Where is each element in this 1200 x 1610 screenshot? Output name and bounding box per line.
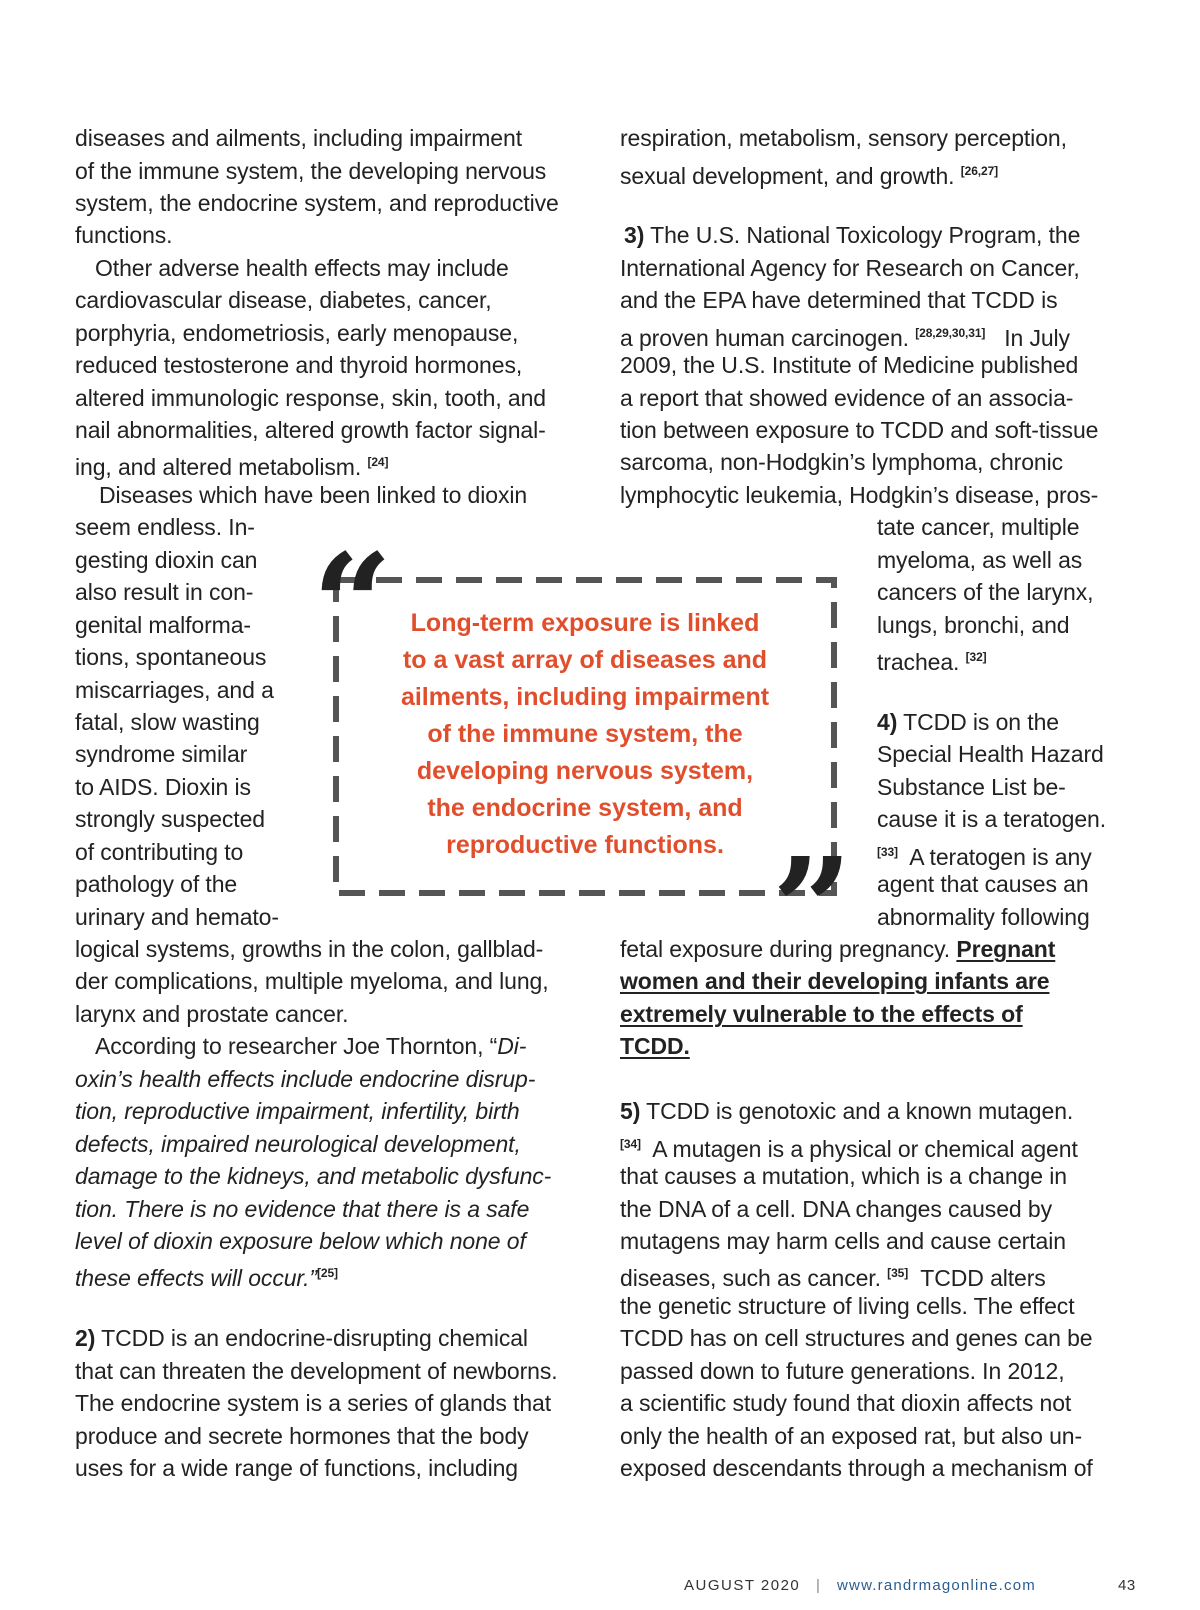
text-line: altered immunologic response, skin, tooth, and <box>75 385 546 411</box>
emphasis-line: TCDD. <box>620 1033 690 1059</box>
text-line: ing, and altered metabolism. [24] <box>75 454 389 480</box>
text-line: syndrome similar <box>75 741 248 767</box>
text-line: lymphocytic leukemia, Hodgkin’s disease, pros- <box>620 482 1099 508</box>
text-line: cardiovascular disease, diabetes, cancer, <box>75 287 492 313</box>
text-line: urinary and hemato- <box>75 904 279 930</box>
text-line: mutagens may harm cells and cause certain <box>620 1228 1066 1254</box>
text-line: uses for a wide range of functions, including <box>75 1455 518 1481</box>
close-quote-icon: ” <box>772 828 853 992</box>
text-line: Diseases which have been linked to dioxin <box>99 482 528 508</box>
text-line: agent that causes an <box>877 871 1089 897</box>
citation-ref: [33] <box>877 845 898 859</box>
text-line: 2009, the U.S. Institute of Medicine published <box>620 352 1079 378</box>
text-line: myeloma, as well as <box>877 547 1083 573</box>
emphasis-text: Pregnant <box>956 936 1056 962</box>
citation-ref: [35] <box>887 1266 909 1280</box>
citation-ref: [25] <box>316 1266 338 1280</box>
text-line: seem endless. In- <box>75 514 255 540</box>
pull-quote-line: reproductive functions. <box>446 831 724 859</box>
text-line: produce and secrete hormones that the body <box>75 1423 529 1449</box>
website-link[interactable]: www.randrmagonline.com <box>837 1577 1036 1594</box>
text-line: system, the endocrine system, and reproductive <box>75 190 559 216</box>
open-quote-icon: “ <box>312 524 393 688</box>
text-line: [34] A mutagen is a physical or chemical agent <box>620 1136 1078 1162</box>
point-number: 2) <box>75 1325 96 1351</box>
text-line: reduced testosterone and thyroid hormones, <box>75 352 523 378</box>
text-line: TCDD has on cell structures and genes can be <box>620 1325 1093 1351</box>
text-line: 2) TCDD is an endocrine-disrupting chemical <box>75 1325 528 1351</box>
text-line: der complications, multiple myeloma, and lung, <box>75 968 549 994</box>
quote-line: tion. There is no evidence that there is a safe <box>75 1196 530 1222</box>
text-line: International Agency for Research on Cancer, <box>620 255 1080 281</box>
text-line: that can threaten the development of newborns. <box>75 1358 558 1384</box>
text-line: to AIDS. Dioxin is <box>75 774 251 800</box>
text-line: tion between exposure to TCDD and soft-tissue <box>620 417 1099 443</box>
text-line: the DNA of a cell. DNA changes caused by <box>620 1196 1052 1222</box>
page-number: 43 <box>1118 1577 1136 1594</box>
text-line: Special Health Hazard <box>877 741 1104 767</box>
text-line: fetal exposure during pregnancy. Pregnant <box>620 936 1056 962</box>
text-line: sarcoma, non-Hodgkin’s lymphoma, chronic <box>620 449 1063 475</box>
text-line: porphyria, endometriosis, early menopause, <box>75 320 519 346</box>
text-line: the genetic structure of living cells. The effect <box>620 1293 1075 1319</box>
point-number: 3) <box>624 222 645 248</box>
quote-line: defects, impaired neurological development, <box>75 1131 521 1157</box>
text-line: pathology of the <box>75 871 238 897</box>
pull-quote-line: Long-term exposure is linked <box>410 609 760 637</box>
text-line: logical systems, growths in the colon, gallblad- <box>75 936 544 962</box>
text-line: Substance List be- <box>877 774 1066 800</box>
text-line: Other adverse health effects may include <box>95 255 509 281</box>
text-line: 3) The U.S. National Toxicology Program, the <box>624 222 1081 248</box>
text-line: lungs, bronchi, and <box>877 612 1070 638</box>
emphasis-line: women and their developing infants are <box>620 968 1050 994</box>
text-line: According to researcher Joe Thornton, “Di- <box>95 1033 527 1059</box>
text-line: abnormality following <box>877 904 1090 930</box>
text-line: respiration, metabolism, sensory perception, <box>620 125 1067 151</box>
text-line: tions, spontaneous <box>75 644 267 670</box>
pull-quote-line: of the immune system, the <box>427 720 743 748</box>
text-line: strongly suspected <box>75 806 265 832</box>
text-line: 5) TCDD is genotoxic and a known mutagen. <box>620 1098 1074 1124</box>
citation-ref: [24] <box>367 455 389 469</box>
text-line: 4) TCDD is on the <box>877 709 1059 735</box>
text-line: tate cancer, multiple <box>877 514 1080 540</box>
text-line: miscarriages, and a <box>75 677 274 703</box>
text-line: gesting dioxin can <box>75 547 258 573</box>
footer-separator: | <box>816 1577 822 1594</box>
text-line: of contributing to <box>75 839 244 865</box>
quote-line: damage to the kidneys, and metabolic dysfunc- <box>75 1163 552 1189</box>
emphasis-line: extremely vulnerable to the effects of <box>620 1001 1023 1027</box>
issue-date: AUGUST 2020 <box>684 1577 801 1594</box>
quote-line: these effects will occur.”[25] <box>75 1265 338 1291</box>
text-line: sexual development, and growth. [26,27] <box>620 163 999 189</box>
point-number: 5) <box>620 1098 641 1124</box>
citation-ref: [28,29,30,31] <box>915 326 986 340</box>
text-line: trachea. [32] <box>877 649 987 675</box>
text-line: functions. <box>75 222 173 248</box>
text-line: of the immune system, the developing nervous <box>75 158 547 184</box>
text-line: exposed descendants through a mechanism of <box>620 1455 1093 1481</box>
text-line: The endocrine system is a series of glands that <box>75 1390 551 1416</box>
citation-ref: [34] <box>620 1137 641 1151</box>
text-line: also result in con- <box>75 579 254 605</box>
quote-line: tion, reproductive impairment, infertility, birth <box>75 1098 520 1124</box>
text-line: genital malforma- <box>75 612 251 638</box>
pull-quote-line: to a vast array of diseases and <box>402 646 768 674</box>
point-number: 4) <box>877 709 898 735</box>
text-line: that causes a mutation, which is a change in <box>620 1163 1067 1189</box>
text-line: diseases and ailments, including impairment <box>75 125 522 151</box>
text-line: passed down to future generations. In 2012, <box>620 1358 1065 1384</box>
quote-line: oxin’s health effects include endocrine disrup- <box>75 1066 536 1092</box>
text-line: larynx and prostate cancer. <box>75 1001 349 1027</box>
pull-quote-line: developing nervous system, <box>416 757 754 785</box>
pull-quote-line: ailments, including impairment <box>400 683 770 711</box>
quote-line: level of dioxin exposure below which none of <box>75 1228 526 1254</box>
text-line: a proven human carcinogen. [28,29,30,31] In July <box>620 325 1070 351</box>
text-line: cause it is a teratogen. <box>877 806 1107 832</box>
text-line: diseases, such as cancer. [35] TCDD alters <box>620 1265 1046 1291</box>
citation-ref: [32] <box>965 650 987 664</box>
text-line: fatal, slow wasting <box>75 709 260 735</box>
text-line: nail abnormalities, altered growth factor signal- <box>75 417 546 443</box>
text-line: a scientific study found that dioxin affects not <box>620 1390 1072 1416</box>
text-line: only the health of an exposed rat, but also un- <box>620 1423 1083 1449</box>
pull-quote-line: the endocrine system, and <box>427 794 743 822</box>
text-line: cancers of the larynx, <box>877 579 1094 605</box>
text-line: a report that showed evidence of an associa- <box>620 385 1074 411</box>
text-line: and the EPA have determined that TCDD is <box>620 287 1058 313</box>
citation-ref: [26,27] <box>960 164 999 178</box>
text-line: [33] A teratogen is any <box>877 844 1092 870</box>
